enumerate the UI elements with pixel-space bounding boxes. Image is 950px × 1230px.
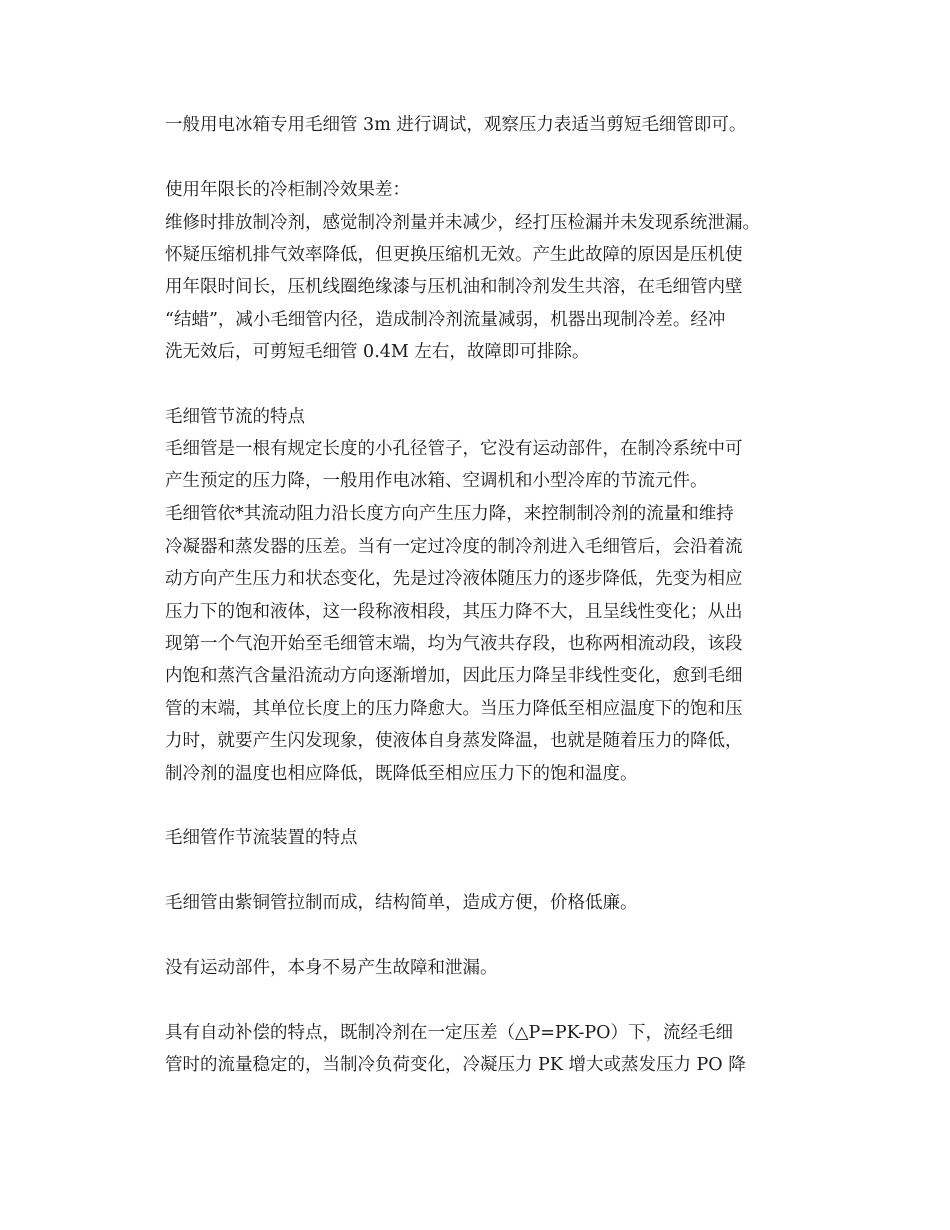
text-line: 管的末端，其单位长度上的压力降愈大。当压力降低至相应温度下的饱和压 xyxy=(165,699,743,719)
text-line: 维修时排放制冷剂，感觉制冷剂量并未减少，经打压检漏并未发现系统泄漏。 xyxy=(165,213,760,233)
text-line: 力时，就要产生闪发现象，使液体自身蒸发降温，也就是随着压力的降低， xyxy=(165,731,743,751)
text-line: 用年限时间长，压机线圈绝缘漆与压机油和制冷剂发生共溶，在毛细管内壁 xyxy=(165,277,743,297)
text-line: 管时的流量稳定的，当制冷负荷变化，冷凝压力 PK 增大或蒸发压力 PO 降 xyxy=(165,1055,746,1075)
text-line: 压力下的饱和液体，这一段称液相段，其压力降不大，且呈线性变化；从出 xyxy=(165,602,743,622)
text-line: 现第一个气泡开始至毛细管末端，均为气液共存段，也称两相流动段，该段 xyxy=(165,634,743,654)
text-line: 制冷剂的温度也相应降低，既降低至相应压力下的饱和温度。 xyxy=(165,764,638,784)
text-line: 动方向产生压力和状态变化，先是过冷液体随压力的逐步降低，先变为相应 xyxy=(165,569,743,589)
text-line: “结蜡”，减小毛细管内径，造成制冷剂流量减弱，机器出现制冷差。经冲 xyxy=(165,310,726,330)
text-line: 怀疑压缩机排气效率降低，但更换压缩机无效。产生此故障的原因是压机使 xyxy=(165,245,743,265)
paragraph-capillary-adjust: 一般用电冰箱专用毛细管 3m 进行调试，观察压力表适当剪短毛细管即可。 xyxy=(165,115,747,135)
text-line: 毛细管是一根有规定长度的小孔径管子，它没有运动部件，在制冷系统中可 xyxy=(165,439,743,459)
paragraph-copper-tube: 毛细管由紫铜管拉制而成，结构简单，造成方便，价格低廉。 xyxy=(165,893,638,913)
text-line: 内饱和蒸汽含量沿流动方向逐渐增加，因此压力降呈非线性变化，愈到毛细 xyxy=(165,666,743,686)
text-line: 冷凝器和蒸发器的压差。当有一定过冷度的制冷剂进入毛细管后，会沿着流 xyxy=(165,537,743,557)
text-line: 产生预定的压力降，一般用作电冰箱、空调机和小型冷库的节流元件。 xyxy=(165,471,708,491)
text-line: 洗无效后，可剪短毛细管 0.4M 左右，故障即可排除。 xyxy=(165,342,590,362)
heading-capillary-device-features: 毛细管作节流装置的特点 xyxy=(165,828,358,848)
heading-old-freezer-poor-cooling: 使用年限长的冷柜制冷效果差： xyxy=(165,180,410,200)
paragraph-no-moving-parts: 没有运动部件，本身不易产生故障和泄漏。 xyxy=(165,958,498,978)
heading-capillary-throttling: 毛细管节流的特点 xyxy=(165,407,305,427)
text-line: 毛细管依*其流动阻力沿长度方向产生压力降，来控制制冷剂的流量和维持 xyxy=(165,504,734,524)
text-line: 具有自动补偿的特点，既制冷剂在一定压差（△P=PK-PO）下，流经毛细 xyxy=(165,1023,734,1043)
